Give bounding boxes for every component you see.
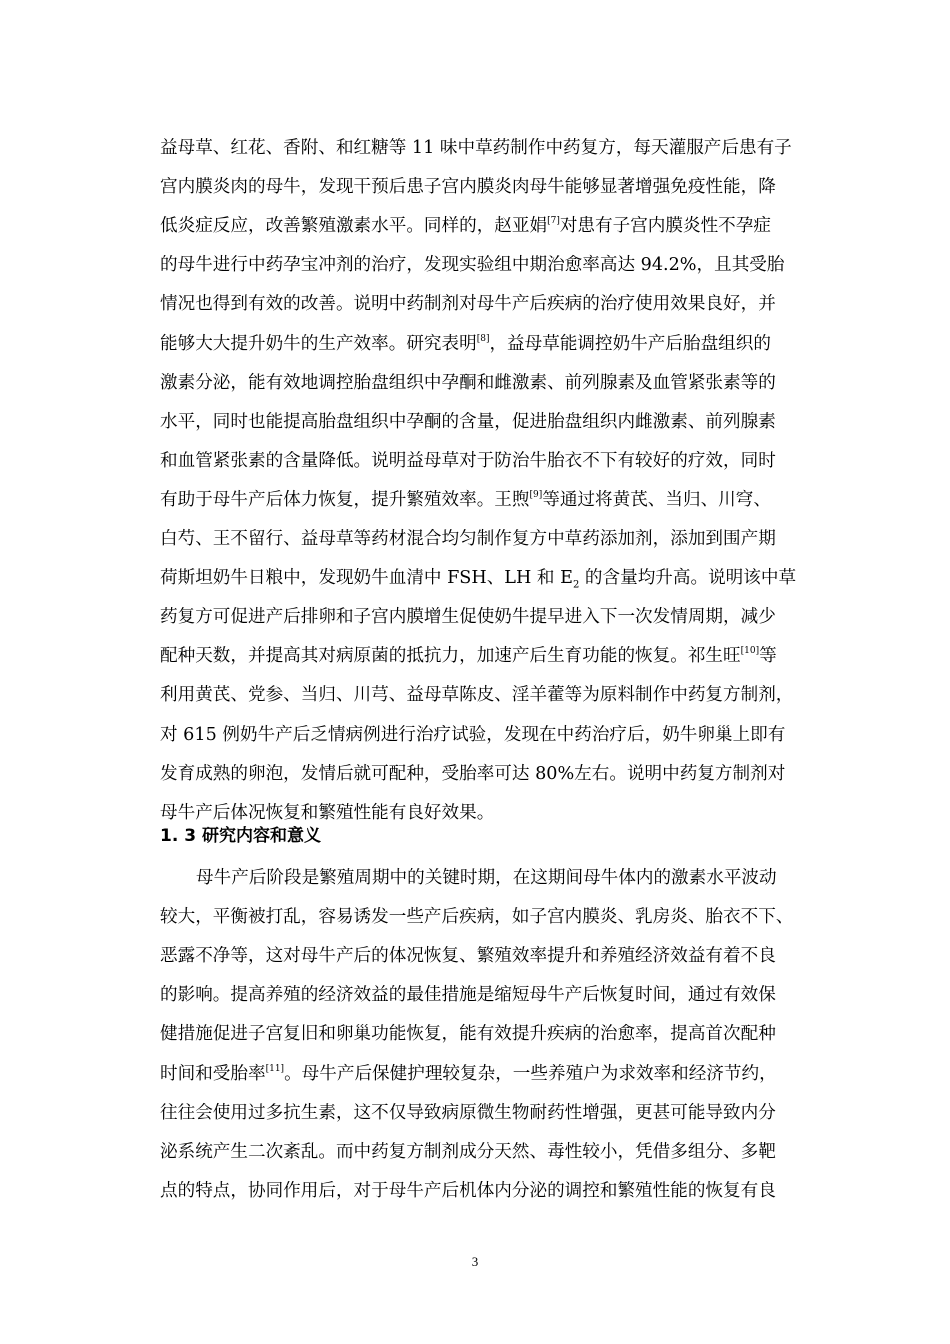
text-segment: 荷斯坦奶牛日粮中，发现奶牛血清中 FSH、LH 和 E <box>160 568 573 589</box>
citation-ref: [9] <box>529 490 543 501</box>
text-segment: 对 615 例奶牛产后乏情病例进行治疗试验，发现在中药治疗后，奶牛卵巢上即有 <box>160 724 786 745</box>
text-line <box>160 447 840 475</box>
citation-ref: [8] <box>476 333 490 344</box>
text-segment: 母牛产后体况恢复和繁殖性能有良好效果。 <box>160 802 495 823</box>
text-segment: 和血管紧张素的含量降低。说明益母草对于防治牛胎衣不下有较好的疗效，同时 <box>160 450 776 471</box>
text-segment: 的母牛进行中药孕宝冲剂的治疗，发现实验组中期治愈率高达 94.2%，且其受胎 <box>160 255 785 276</box>
text-line <box>160 486 840 514</box>
text-segment: 发育成熟的卵泡，发情后就可配种，受胎率可达 80%左右。说明中药复方制剂对 <box>160 763 786 784</box>
text-line <box>196 864 840 892</box>
text-line <box>160 721 840 749</box>
section-heading: 1. 3 研究内容和意义 <box>160 826 321 846</box>
text-line <box>160 1138 840 1166</box>
text-segment: 有助于母牛产后体力恢复，提升繁殖效率。王煦 <box>160 489 530 510</box>
text-line <box>160 212 840 240</box>
text-segment: 利用黄芪、党参、当归、川芎、益母草陈皮、淫羊藿等为原料制作中药复方制剂， <box>160 685 794 706</box>
text-segment: 较大，平衡被打乱，容易诱发一些产后疾病，如子宫内膜炎、乳房炎、胎衣不下、 <box>160 907 794 928</box>
text-line <box>160 681 840 709</box>
text-segment: 等 <box>759 646 777 667</box>
citation-ref: [7] <box>547 216 560 227</box>
text-segment: 药复方可促进产后排卵和子宫内膜增生促使奶牛提早进入下一次发情周期，减少 <box>160 607 776 628</box>
text-segment: 水平，同时也能提高胎盘组织中孕酮的含量，促进胎盘组织内雌激素、前列腺素 <box>160 411 776 432</box>
text-line <box>160 603 840 631</box>
text-segment: 时间和受胎率 <box>160 1063 266 1084</box>
text-segment: 宫内膜炎肉的母牛，发现干预后患子宫内膜炎肉母牛能够显著增强免疫性能，降 <box>160 177 776 198</box>
text-segment: 对患有子宫内膜炎性不孕症 <box>559 216 771 237</box>
text-segment: 点的特点，协同作用后，对于母牛产后机体内分泌的调控和繁殖性能的恢复有良 <box>160 1180 776 1201</box>
citation-ref: [11] <box>265 1063 285 1074</box>
text-line <box>160 981 840 1009</box>
text-line <box>160 942 840 970</box>
text-line <box>160 642 840 670</box>
text-line <box>160 134 840 162</box>
text-segment: 白芍、王不留行、益母草等药材混合均匀制作复方中草药添加剂，添加到围产期 <box>160 529 776 549</box>
page-number: 3 <box>471 1254 479 1269</box>
text-line <box>160 1060 840 1088</box>
text-segment: 情况也得到有效的改善。说明中药制剂对母牛产后疾病的治疗使用效果良好，并 <box>160 294 776 315</box>
text-line <box>160 290 840 318</box>
text-segment: 低炎症反应，改善繁殖激素水平。同样的，赵亚娟 <box>160 216 548 237</box>
text-line <box>160 251 840 279</box>
text-line <box>160 903 840 931</box>
text-line <box>160 369 840 397</box>
text-segment: 的含量均升高。说明该中草 <box>579 568 797 589</box>
text-segment: 健措施促进子宫复旧和卵巢功能恢复，能有效提升疾病的治愈率，提高首次配种 <box>160 1024 776 1045</box>
text-segment: 配种天数，并提高其对病原菌的抵抗力，加速产后生育功能的恢复。祁生旺 <box>160 646 741 667</box>
text-segment: 泌系统产生二次紊乱。而中药复方制剂成分天然、毒性较小，凭借多组分、多靶 <box>160 1141 776 1162</box>
text-line <box>160 564 840 592</box>
text-line <box>160 173 840 201</box>
text-line <box>160 330 840 358</box>
text-line <box>160 1020 840 1048</box>
text-line <box>160 408 840 436</box>
text-segment: ，益母草能调控奶牛产后胎盘组织的 <box>489 333 771 354</box>
subscript: 2 <box>572 579 580 591</box>
text-segment: 等通过将黄芪、当归、川穹、 <box>542 489 771 510</box>
text-segment: 母牛产后阶段是繁殖周期中的关键时期，在这期间母牛体内的激素水平波动 <box>196 868 777 888</box>
text-segment: 激素分泌，能有效地调控胎盘组织中孕酮和雌激素、前列腺素及血管紧张素等的 <box>160 372 776 393</box>
text-segment: 能够大大提升奶牛的生产效率。研究表明 <box>160 333 477 354</box>
text-line <box>160 1177 840 1205</box>
text-segment: 的影响。提高养殖的经济效益的最佳措施是缩短母牛产后恢复时间，通过有效保 <box>160 985 776 1006</box>
text-segment: 。母牛产后保健护理较复杂，一些养殖户为求效率和经济节约， <box>284 1063 777 1084</box>
text-line <box>160 525 840 553</box>
citation-ref: [10] <box>740 646 760 657</box>
text-line <box>160 760 840 788</box>
text-segment: 往往会使用过多抗生素，这不仅导致病原微生物耐药性增强，更甚可能导致内分 <box>160 1102 776 1123</box>
text-segment: 益母草、红花、香附、和红糖等 11 味中草药制作中药复方，每天灌服产后患有子 <box>160 138 792 158</box>
text-line <box>160 1099 840 1127</box>
text-segment: 恶露不净等，这对母牛产后的体况恢复、繁殖效率提升和养殖经济效益有着不良 <box>160 946 776 967</box>
